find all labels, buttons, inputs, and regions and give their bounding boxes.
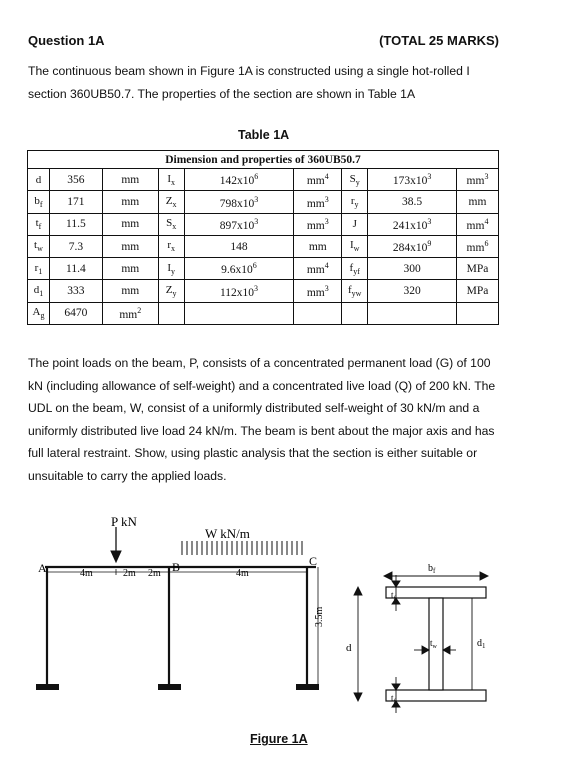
table-cell: MPa	[456, 280, 498, 302]
table-cell: mm	[102, 169, 158, 191]
table-cell: 11.4	[49, 258, 102, 280]
table-cell: 171	[49, 191, 102, 213]
table-cell: $Z_y$	[158, 280, 184, 302]
table-cell: $798x10^3$	[184, 191, 294, 213]
node-c-label: C	[309, 554, 318, 568]
point-load-arrow	[111, 527, 121, 562]
table-cell: mm	[294, 235, 342, 257]
table-cell: 356	[49, 169, 102, 191]
table-cell: $S_y$	[342, 169, 368, 191]
table-cell: $b_f$	[28, 191, 50, 213]
table-cell: 333	[49, 280, 102, 302]
node-b-label: B	[172, 560, 181, 574]
table-cell: mm	[456, 191, 498, 213]
udl-label: W kN/m	[205, 526, 250, 541]
table-cell: 320	[368, 280, 457, 302]
table-cell: $112x10^3$	[184, 280, 294, 302]
table-cell: $mm^2$	[102, 302, 158, 324]
point-load-label: P kN	[111, 514, 137, 529]
table-cell: $f_{yf}$	[342, 258, 368, 280]
table-cell: $r_x$	[158, 235, 184, 257]
table-cell	[184, 302, 294, 324]
question-title: Question 1A	[28, 33, 105, 48]
table-cell	[294, 302, 342, 324]
table-cell: $S_x$	[158, 213, 184, 235]
table-cell: 6470	[49, 302, 102, 324]
table-title: Table 1A	[238, 128, 290, 142]
table-cell: $I_y$	[158, 258, 184, 280]
table-cell: 300	[368, 258, 457, 280]
table-cell: mm	[102, 191, 158, 213]
table-cell	[368, 302, 457, 324]
table-cell	[342, 302, 368, 324]
tw-label: $t_w$	[430, 638, 437, 650]
table-cell: $A_g$	[28, 302, 50, 324]
bf-dimension	[384, 572, 488, 580]
table-cell: $I_w$	[342, 235, 368, 257]
table-cell: $mm^3$	[294, 213, 342, 235]
tf-top-label: $t_f$	[391, 590, 396, 602]
seg-left-label: 2m	[123, 568, 136, 579]
table-cell: 11.5	[49, 213, 102, 235]
table-cell: $r_1$	[28, 258, 50, 280]
table-cell: 7.3	[49, 235, 102, 257]
table-cell: $142x10^6$	[184, 169, 294, 191]
table-row	[28, 280, 499, 302]
intro-paragraph: The continuous beam shown in Figure 1A is constructed using a single hot-rolled I section 360UB50.7. The properties of the section are shown in Table 1A	[28, 64, 470, 101]
bf-label: $b_f$	[428, 563, 436, 575]
tf-bottom-label: $t_f$	[391, 693, 396, 705]
table-cell: mm	[102, 235, 158, 257]
problem-paragraph: The point loads on the beam, P, consists of a concentrated permanent load (G) of 100 kN (including allowance of self-weight) and a concentrated live load (Q) of 200 kN. The UDL on the beam, W, consist of a uniformly distributed self-weight of 30 kN/m and a uniformly distributed live load 24 kN/m. The beam is bent about the major axis and has full lateral restraint. Show, using plastic analysis that the section is either suitable or unsuitable to carry the applied loads.	[28, 356, 496, 483]
table-cell: $t_f$	[28, 213, 50, 235]
table-cell: $241x10^3$	[368, 213, 457, 235]
table-cell: 38.5	[368, 191, 457, 213]
table-cell: $Z_x$	[158, 191, 184, 213]
d-label: d	[346, 642, 352, 654]
table-cell: $mm^4$	[456, 213, 498, 235]
table-cell: d	[28, 169, 50, 191]
fixed-supports	[36, 684, 319, 690]
table-row	[28, 302, 499, 324]
table-cell: $I_x$	[158, 169, 184, 191]
height-label: 3.5m	[314, 606, 325, 627]
total-marks: (TOTAL 25 MARKS)	[379, 33, 499, 48]
table-cell: mm	[102, 258, 158, 280]
table-cell: $mm^4$	[294, 169, 342, 191]
table-row	[28, 235, 499, 257]
table-cell: MPa	[456, 258, 498, 280]
table-cell: $d_1$	[28, 280, 50, 302]
table-cell: $897x10^3$	[184, 213, 294, 235]
table-cell: J	[342, 213, 368, 235]
table-cell: $f_{yw}$	[342, 280, 368, 302]
span1-label: 4m	[80, 568, 93, 579]
table-cell: $mm^4$	[294, 258, 342, 280]
table-cell: $mm^6$	[456, 235, 498, 257]
table-cell: mm	[102, 280, 158, 302]
table-row	[28, 258, 499, 280]
table-cell: $9.6x10^6$	[184, 258, 294, 280]
frame	[45, 567, 316, 687]
table-cell: $mm^3$	[456, 169, 498, 191]
table-caption: Dimension and properties of 360UB50.7	[28, 151, 499, 169]
table-cell: 148	[184, 235, 294, 257]
table-cell: $mm^3$	[294, 191, 342, 213]
d-dimension	[354, 587, 362, 701]
table-cell	[456, 302, 498, 324]
table-cell: $r_y$	[342, 191, 368, 213]
table-cell: $173x10^3$	[368, 169, 457, 191]
table-row	[28, 191, 499, 213]
table-cell: $mm^3$	[294, 280, 342, 302]
figure-caption: Figure 1A	[250, 732, 308, 746]
table-cell: $284x10^9$	[368, 235, 457, 257]
seg-right-label: 2m	[148, 568, 161, 579]
table-cell: $t_w$	[28, 235, 50, 257]
table-cell: mm	[102, 213, 158, 235]
section-properties-table	[27, 150, 499, 325]
table-cell	[158, 302, 184, 324]
table-row	[28, 169, 499, 191]
beam-figure	[0, 505, 583, 735]
udl-hatch	[182, 541, 302, 555]
node-a-label: A	[38, 561, 47, 575]
span2-label: 4m	[236, 568, 249, 579]
d1-label: $d_1$	[477, 638, 486, 650]
table-row	[28, 213, 499, 235]
